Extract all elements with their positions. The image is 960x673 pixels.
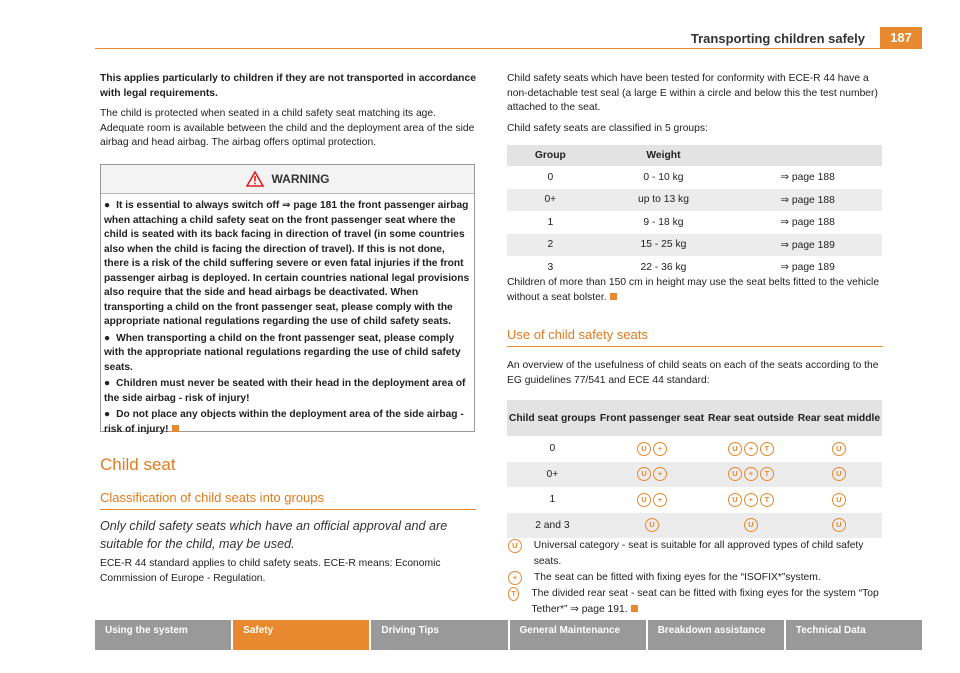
- table-row: 0 0 - 10 kg ⇒ page 188: [507, 166, 882, 189]
- legend: [507, 538, 887, 618]
- legend-item: T The divided rear seat - seat can be fitted with fixing eyes for the system “Top Tether*” ⇒ page 191.: [507, 586, 887, 618]
- subsection-title: Classification of child seats into groups: [100, 490, 476, 510]
- top-tether-badge-icon: T: [760, 493, 774, 507]
- intro-bold: This applies particularly to children if they are not transported in accordance with legal requirements.: [100, 73, 476, 99]
- table-row: [507, 513, 882, 539]
- universal-badge-icon: U: [728, 442, 742, 456]
- isofix-badge-icon: +: [508, 571, 522, 585]
- tab-using-the-system[interactable]: Using the system: [95, 620, 231, 650]
- tab-driving-tips[interactable]: Driving Tips: [371, 620, 507, 650]
- warning-header: [101, 165, 474, 194]
- table-row: 1 9 - 18 kg ⇒ page 188: [507, 211, 882, 234]
- group-cell: 0+: [507, 462, 598, 488]
- universal-badge-icon: U: [832, 467, 846, 481]
- seat-cell-outside: [706, 462, 796, 488]
- lead-text: Only child safety seats which have an official approval and are suitable for the child, may be used.: [100, 519, 448, 551]
- tab-breakdown-assistance[interactable]: Breakdown assistance: [648, 620, 784, 650]
- warning-item: ● Children must never be seated with their head in the deployment area of the side airbag - risk of injury!: [104, 378, 466, 404]
- universal-badge-icon: U: [637, 493, 651, 507]
- bullet-icon: ●: [104, 332, 111, 344]
- universal-badge-icon: U: [832, 442, 846, 456]
- table-row: [507, 487, 882, 513]
- use-table: [507, 400, 882, 538]
- warning-triangle-icon: [246, 171, 264, 187]
- use-section-title: Use of child safety seats: [507, 327, 883, 347]
- table-header: Child seat groups: [507, 400, 598, 436]
- isofix-badge-icon: +: [653, 442, 667, 456]
- legend-item: + The seat can be fitted with fixing eyes for the “ISOFIX*”system.: [507, 570, 887, 586]
- universal-badge-icon: U: [832, 493, 846, 507]
- seat-cell-middle: [796, 513, 882, 539]
- table-row: 3 22 - 36 kg ⇒ page 189: [507, 256, 882, 279]
- section-title: Child seat: [100, 455, 176, 474]
- use-intro: An overview of the usefulness of child seats on each of the seats according to the EG guidelines 77/541 and ECE 44 standard:: [507, 360, 879, 386]
- header-rule: [95, 48, 881, 49]
- table-row: 2 15 - 25 kg ⇒ page 189: [507, 234, 882, 257]
- isofix-badge-icon: +: [744, 467, 758, 481]
- isofix-badge-icon: +: [653, 493, 667, 507]
- seal-text: Child safety seats which have been tested for conformity with ECE-R 44 have a non-detachable test seal (a large E within a circle and below this the test number) attached to the seat.: [507, 73, 878, 113]
- group-cell: 0: [549, 443, 556, 455]
- groups-table: [507, 145, 882, 279]
- ece-text: ECE-R 44 standard applies to child safety seats. ECE-R means: Economic Commission of Europe - Regulation.: [100, 558, 441, 584]
- seat-cell-front: [598, 487, 706, 513]
- right-intro: [507, 72, 885, 142]
- seat-cell-front: [598, 513, 706, 539]
- page-link[interactable]: ⇒ page 189: [780, 262, 835, 274]
- universal-badge-icon: U: [637, 467, 651, 481]
- top-tether-badge-icon: T: [760, 467, 774, 481]
- seat-cell-front: [598, 436, 706, 462]
- tab-general-maintenance[interactable]: General Maintenance: [510, 620, 646, 650]
- top-tether-badge-icon: T: [760, 442, 774, 456]
- table-header: Front passenger seat: [598, 400, 706, 436]
- table-header: Group: [507, 145, 594, 166]
- top-tether-badge-icon: T: [508, 587, 519, 601]
- universal-badge-icon: U: [832, 518, 846, 532]
- end-mark-icon: [631, 605, 638, 612]
- seat-cell-middle: [796, 462, 882, 488]
- isofix-badge-icon: +: [744, 493, 758, 507]
- running-header-title: Transporting children safely: [690, 31, 865, 46]
- seat-cell-outside: [706, 487, 796, 513]
- bullet-icon: ●: [104, 409, 111, 420]
- left-intro: [100, 72, 478, 157]
- intro-text: The child is protected when seated in a child safety seat matching its age. Adequate room is available between the child and the deployment area of the side airbag and head airbag. The airbag offers optimal protection.: [100, 108, 475, 148]
- bullet-icon: ●: [104, 200, 111, 211]
- seat-cell-middle: [796, 436, 882, 462]
- table-header: Rear seat middle: [796, 400, 882, 436]
- seat-cell-outside: [706, 436, 796, 462]
- page-link[interactable]: ⇒ page 188: [733, 189, 882, 212]
- universal-badge-icon: U: [728, 467, 742, 481]
- table-header: Rear seat outside: [706, 400, 796, 436]
- end-mark-icon: [172, 425, 179, 432]
- warning-box: [100, 164, 475, 435]
- groups-intro: Child safety seats are classified in 5 groups:: [507, 122, 708, 134]
- warning-item: ● It is essential to always switch off ⇒ page 181 the front passenger airbag when attaching a child safety seat on the front passenger seat where the child is seated with its back facing in direction of travel (in some countries also when the child is facing the direction of travel). If this is not done, there is a risk of the child suffering severe or even fatal injuries if the front passenger airbag is deployed. In certain countries national legal provisions also require that the side and head airbags be deactivated. When transporting a child on the front passenger seat, please comply with the appropriate national regulations regarding the use of child safety seats.: [104, 200, 470, 327]
- warning-title: WARNING: [271, 172, 330, 186]
- table-row: [507, 436, 882, 462]
- legend-item: U Universal category - seat is suitable for all approved types of child safety seats.: [507, 538, 887, 570]
- table-row: [507, 462, 882, 488]
- bullet-icon: ●: [104, 378, 111, 389]
- table-header: Weight: [594, 145, 734, 166]
- universal-badge-icon: U: [728, 493, 742, 507]
- warning-item: ● When transporting a child on the front passenger seat, please comply with the appropriate national regulations regarding the use of child safety seats.: [104, 332, 461, 373]
- universal-badge-icon: U: [645, 518, 659, 532]
- page-number: 187: [880, 27, 922, 49]
- group-cell: 2 and 3: [507, 513, 598, 539]
- universal-badge-icon: U: [637, 442, 651, 456]
- page-link[interactable]: ⇒ page 189: [733, 234, 882, 257]
- warning-item: ● Do not place any objects within the deployment area of the side airbag - risk of injury!: [104, 409, 464, 435]
- tab-safety[interactable]: Safety: [233, 620, 369, 650]
- universal-badge-icon: U: [744, 518, 758, 532]
- warning-body: [101, 194, 474, 437]
- seat-cell-middle: [796, 487, 882, 513]
- table-header: [733, 145, 882, 166]
- isofix-badge-icon: +: [744, 442, 758, 456]
- seat-cell-outside: [706, 513, 796, 539]
- page-link[interactable]: ⇒ page 188: [780, 172, 835, 184]
- bolster-note: Children of more than 150 cm in height may use the seat belts fitted to the vehicle without a seat bolster.: [507, 277, 880, 303]
- table-row: 0+ up to 13 kg ⇒ page 188: [507, 189, 882, 212]
- tab-technical-data[interactable]: Technical Data: [786, 620, 922, 650]
- isofix-badge-icon: +: [653, 467, 667, 481]
- seat-cell-front: [598, 462, 706, 488]
- footer-nav: [95, 620, 922, 650]
- page-link[interactable]: ⇒ page 188: [780, 217, 835, 229]
- end-mark-icon: [610, 293, 617, 300]
- group-cell: 1: [549, 494, 556, 506]
- universal-badge-icon: U: [508, 539, 522, 553]
